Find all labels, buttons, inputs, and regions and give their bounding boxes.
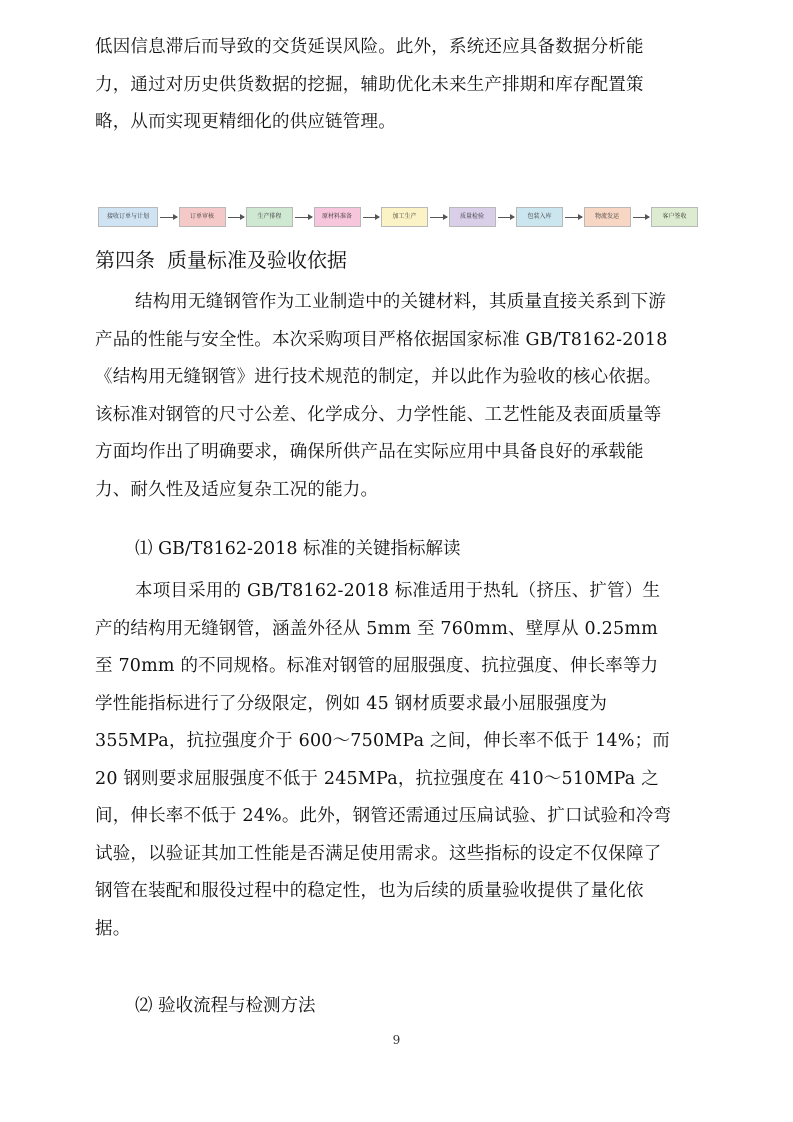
flow-step: 客户签收 <box>651 207 698 227</box>
process-flow-diagram <box>98 206 698 228</box>
page-number: 9 <box>392 1033 401 1047</box>
flow-step: 质量检验 <box>449 207 496 227</box>
flow-arrow <box>295 217 312 218</box>
text-line: 产品的性能与安全性。本次采购项目严格依据国家标准 GB/T8162-2018 <box>95 329 668 350</box>
flow-arrow <box>430 217 447 218</box>
section-paragraph <box>95 284 705 509</box>
section-number: 第四条 <box>95 248 155 272</box>
text-line: 20 钢则要求屈服强度不低于 245MPa，抗拉强度在 410～510MPa 之 <box>95 768 659 789</box>
flow-arrow <box>228 217 245 218</box>
flow-arrow <box>363 217 380 218</box>
flow-arrow <box>498 217 515 218</box>
flow-step: 生产排程 <box>246 207 293 227</box>
text-line: 低因信息滞后而导致的交货延误风险。此外，系统还应具备数据分析能 <box>95 37 644 57</box>
flow-step: 加工生产 <box>381 207 428 227</box>
text-line: 略，从而实现更精细化的供应链管理。 <box>95 112 396 132</box>
subsection-title: ⑵ 验收流程与检测方法 <box>135 996 316 1016</box>
text-line: 产的结构用无缝钢管，涵盖外径从 5mm 至 760mm、壁厚从 0.25mm <box>95 618 658 639</box>
text-line: 力、耐久性及适应复杂工况的能力。 <box>95 479 379 500</box>
text-line: 355MPa，抗拉强度介于 600～750MPa 之间，伸长率不低于 14%；而 <box>95 731 670 751</box>
text-line: 该标准对钢管的尺寸公差、化学成分、力学性能、工艺性能及表面质量等 <box>95 404 662 425</box>
text-line: 至 70mm 的不同规格。标准对钢管的屈服强度、抗拉强度、伸长率等力 <box>95 656 659 676</box>
text-line: 间，伸长率不低于 24%。此外，钢管还需通过压扁试验、扩口试验和冷弯 <box>95 806 672 826</box>
text-line: 结构用无缝钢管作为工业制造中的关键材料，其质量直接关系到下游 <box>135 292 666 312</box>
flow-arrow <box>160 217 177 218</box>
flow-step: 订单审核 <box>179 207 226 227</box>
text-line: 钢管在装配和服役过程中的稳定性，也为后续的质量验收提供了量化依 <box>95 881 644 901</box>
section-title: 质量标准及验收依据 <box>167 248 347 272</box>
flow-step: 接收订单与计划 <box>98 207 158 227</box>
subsection-title: ⑴ GB/T8162-2018 标准的关键指标解读 <box>135 539 461 559</box>
section-heading <box>95 245 347 275</box>
text-line: 方面均作出了明确要求，确保所供产品在实际应用中具备良好的承载能 <box>95 442 644 462</box>
text-line: 力，通过对历史供货数据的挖掘，辅助优化未来生产排期和库存配置策 <box>95 74 644 95</box>
flow-arrow <box>633 217 650 218</box>
flow-step: 物流发运 <box>584 207 631 227</box>
flow-step: 包装入库 <box>516 207 563 227</box>
flow-step: 原材料准备 <box>314 207 361 227</box>
text-line: 试验，以验证其加工性能是否满足使用需求。这些指标的设定不仅保障了 <box>95 843 662 864</box>
text-line: 本项目采用的 GB/T8162-2018 标准适用于热轧（挤压、扩管）生 <box>135 581 661 601</box>
subsection-paragraph <box>95 573 705 948</box>
intro-paragraph <box>95 29 705 142</box>
text-line: 《结构用无缝钢管》进行技术规范的制定，并以此作为验收的核心依据。 <box>95 367 662 387</box>
flow-arrow <box>565 217 582 218</box>
text-line: 据。 <box>95 918 131 939</box>
text-line: 学性能指标进行了分级限定，例如 45 钢材质要求最小屈服强度为 <box>95 693 608 714</box>
